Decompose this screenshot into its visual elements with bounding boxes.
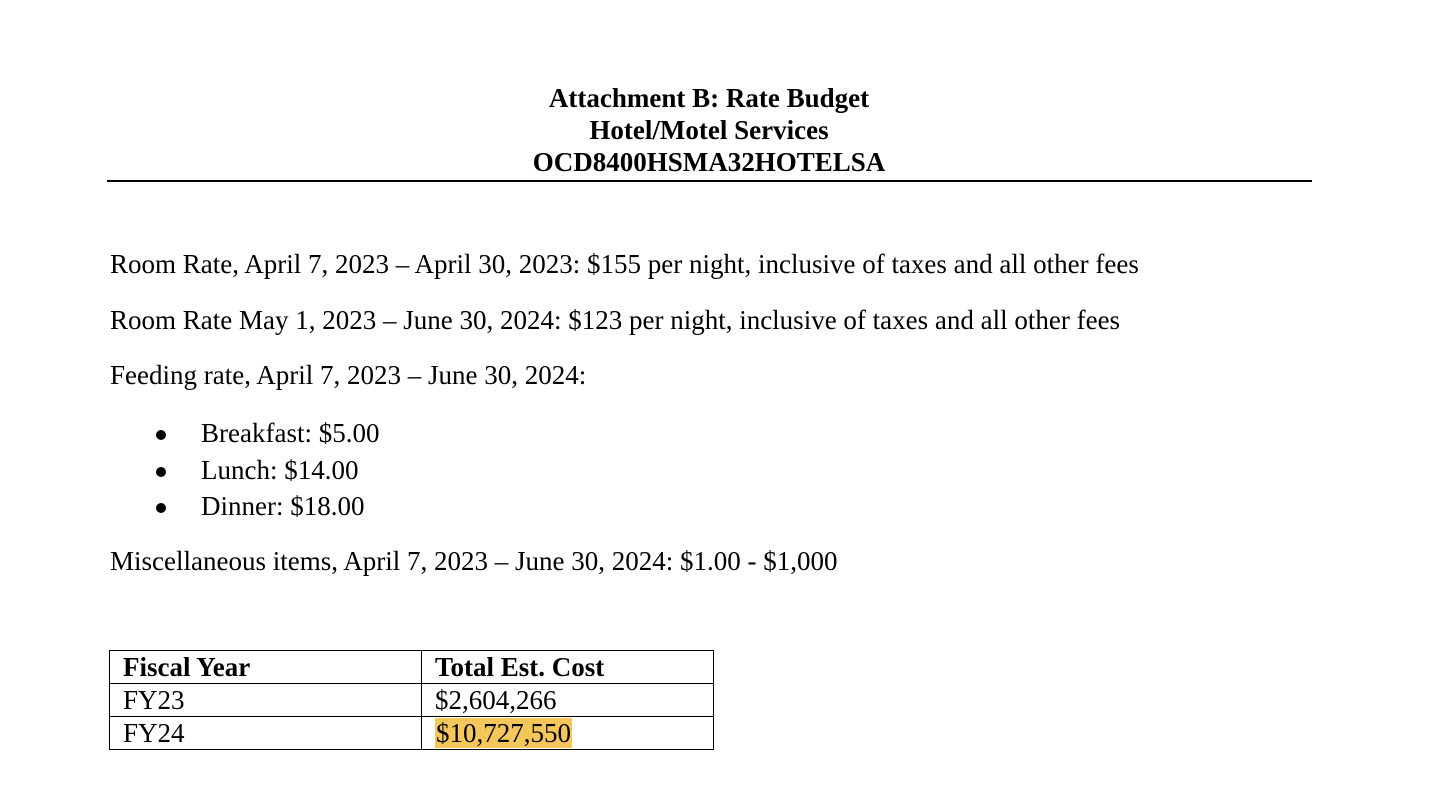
- column-header-fiscal-year: Fiscal Year: [110, 651, 422, 684]
- cell-fiscal-year: FY24: [110, 717, 422, 750]
- misc-items: Miscellaneous items, April 7, 2023 – June 30, 2024: $1.00 - $1,000: [110, 546, 838, 576]
- header-subtitle: Hotel/Motel Services: [589, 115, 829, 145]
- header-code: OCD8400HSMA32HOTELSA: [532, 147, 886, 177]
- cell-total-cost: [422, 717, 714, 750]
- table-row: [110, 684, 714, 717]
- room-rate-may: Room Rate May 1, 2023 – June 30, 2024: $123 per night, inclusive of taxes and all other fees: [110, 305, 1121, 335]
- list-item-text: Lunch: $14.00: [201, 454, 359, 485]
- bullet-icon: [156, 503, 166, 513]
- header-title: Attachment B: Rate Budget: [548, 83, 870, 113]
- column-header-total-cost: Total Est. Cost: [422, 651, 714, 684]
- bullet-icon: [156, 430, 166, 440]
- header-divider: [107, 180, 1312, 182]
- cell-total-cost: $2,604,266: [422, 684, 714, 717]
- table-row: [110, 717, 714, 750]
- table-header-row: [110, 651, 714, 684]
- feeding-rate-heading: Feeding rate, April 7, 2023 – June 30, 2024:: [110, 360, 587, 390]
- bullet-icon: [156, 467, 166, 477]
- room-rate-april: Room Rate, April 7, 2023 – April 30, 2023: $155 per night, inclusive of taxes and all other fees: [110, 249, 1139, 279]
- list-item-text: Breakfast: $5.00: [201, 418, 380, 448]
- document-header: [107, 82, 1311, 178]
- list-item-text: Dinner: $18.00: [201, 491, 365, 521]
- cell-fiscal-year: FY23: [110, 684, 422, 717]
- cost-table: [109, 650, 714, 750]
- highlighted-cost: $10,727,550: [436, 718, 571, 748]
